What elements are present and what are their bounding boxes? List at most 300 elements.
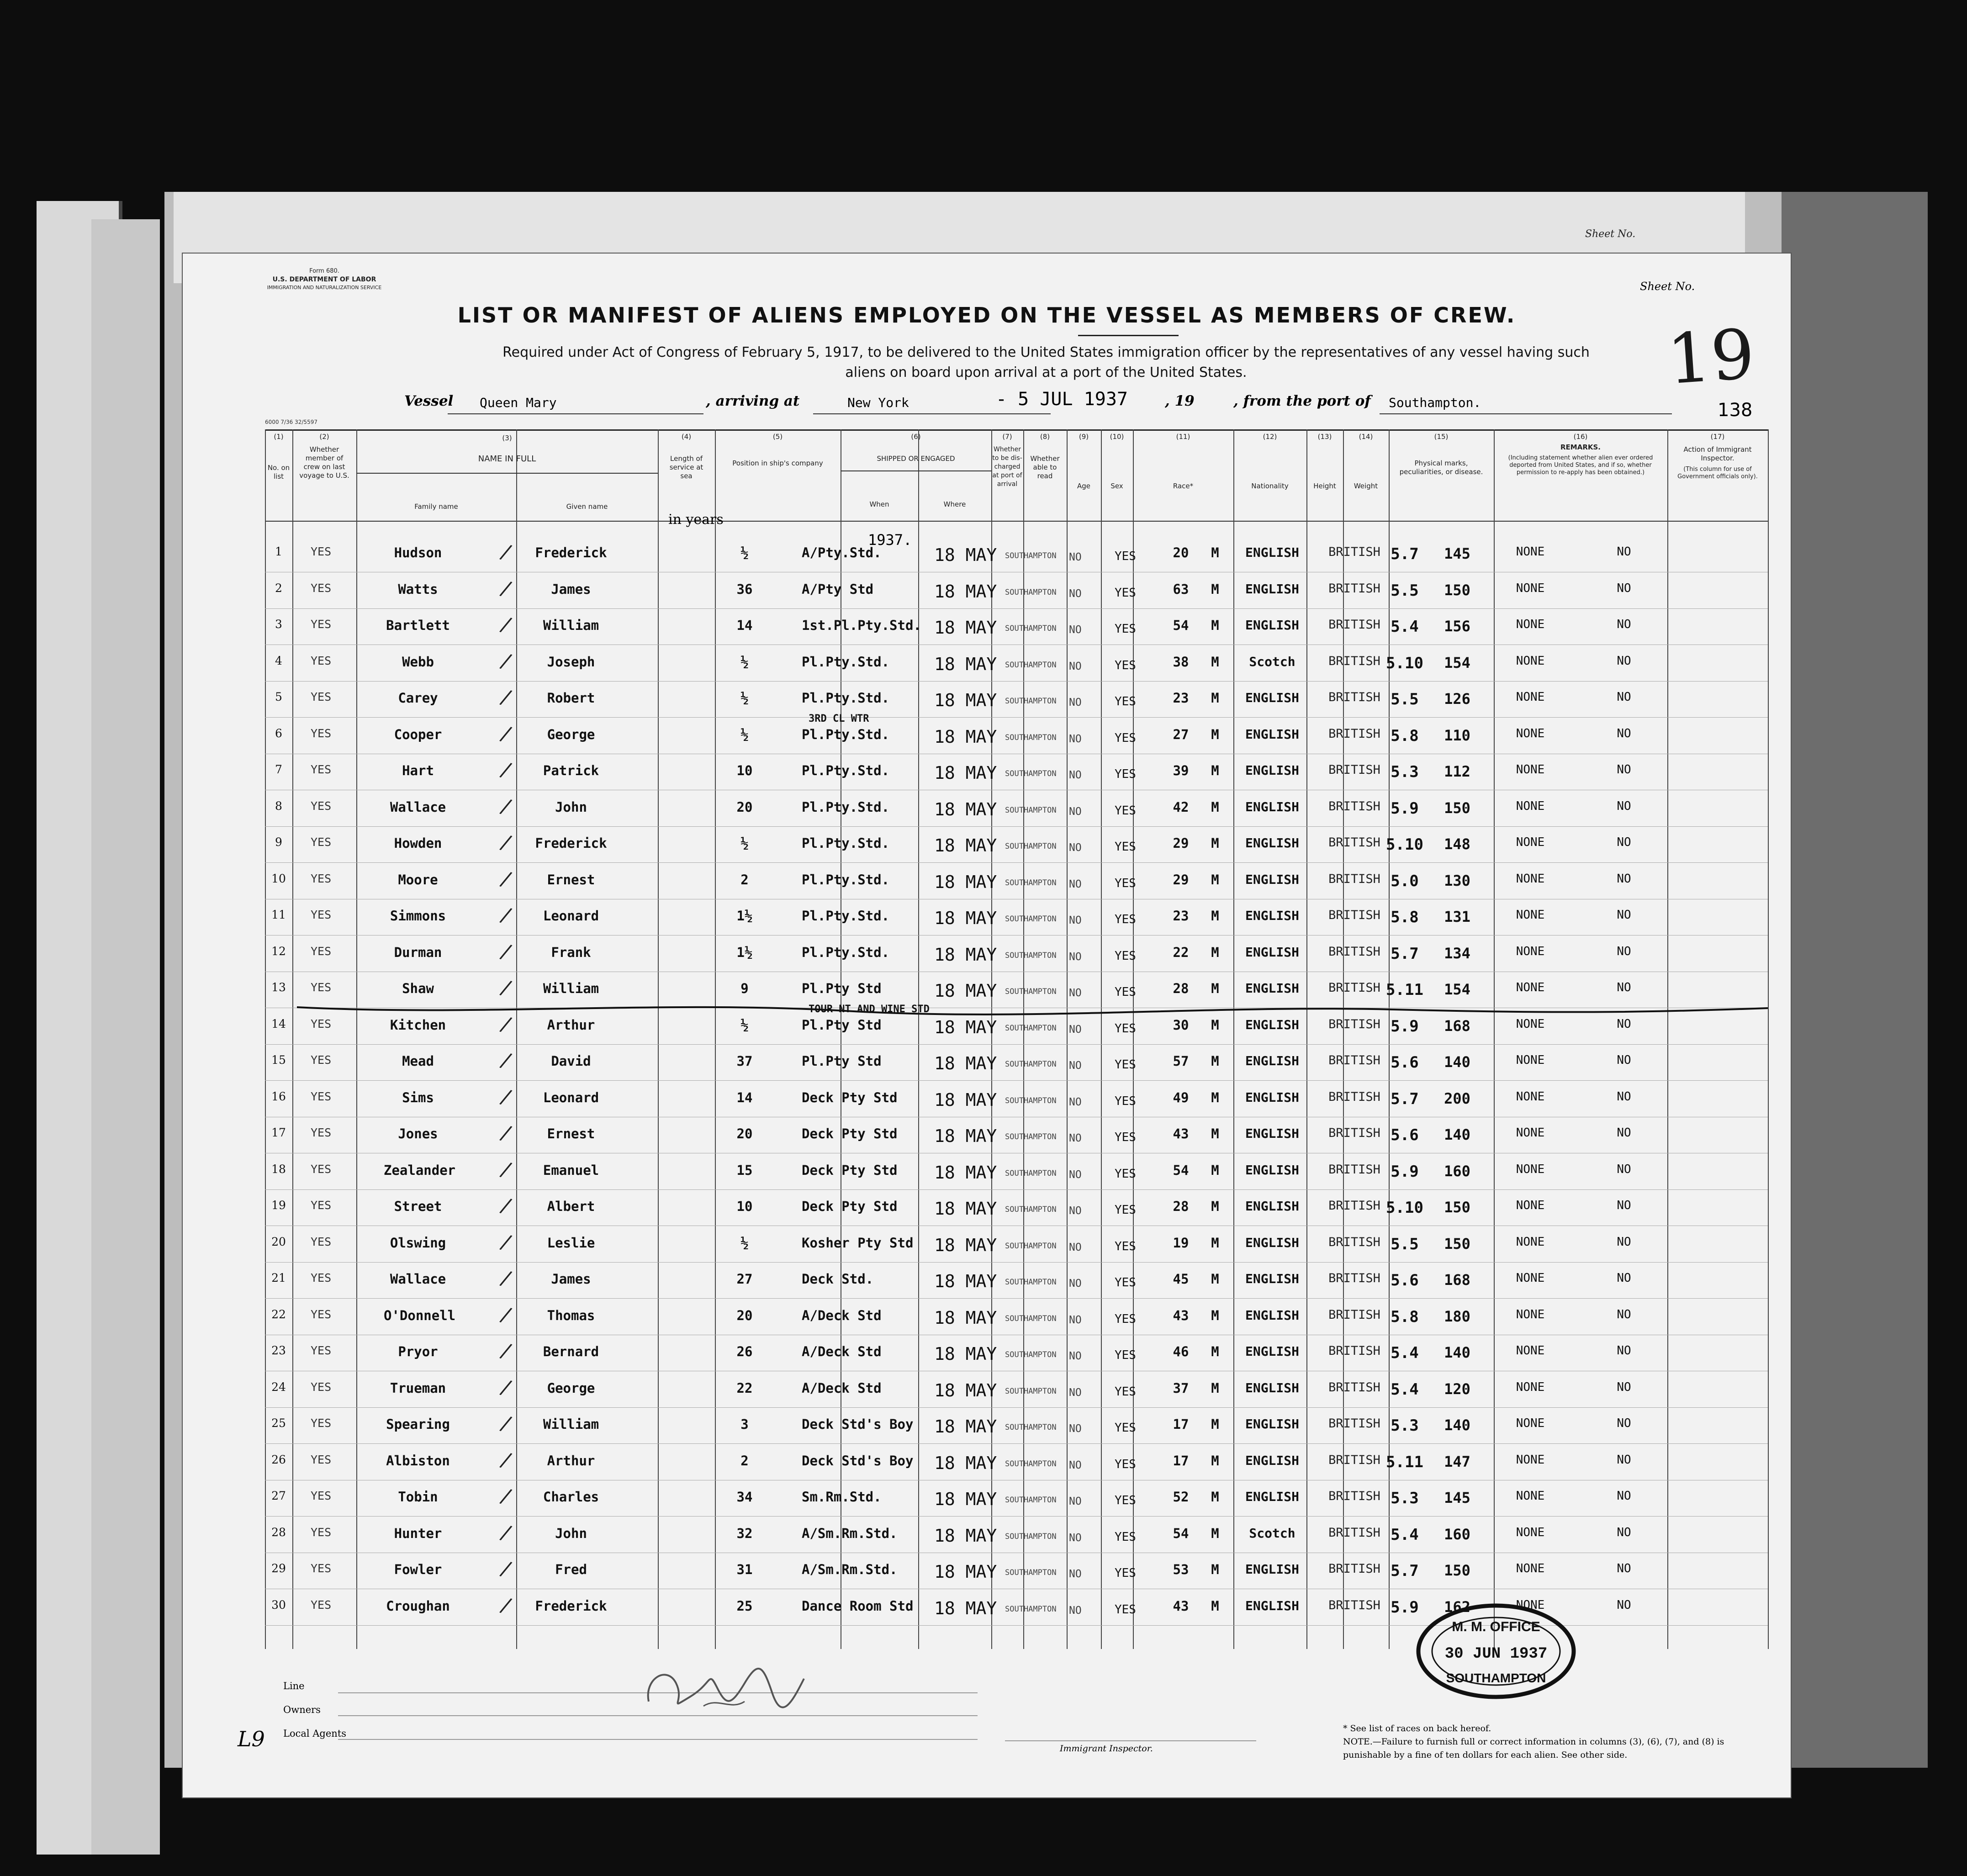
shipped-where: SOUTHAMPTON bbox=[1005, 660, 1057, 670]
office-stamp bbox=[1414, 1601, 1578, 1702]
sex: M bbox=[1211, 1271, 1219, 1287]
height: 5.8 bbox=[1391, 726, 1419, 745]
title-rule bbox=[1078, 335, 1179, 336]
given-name: Leonard bbox=[543, 908, 599, 924]
shipped-where: SOUTHAMPTON bbox=[1005, 1314, 1057, 1323]
col-12-number: (12) bbox=[1263, 433, 1277, 441]
able-to-read: YES bbox=[1115, 949, 1136, 963]
weight: 150 bbox=[1444, 1199, 1470, 1216]
discharged-at-port: NO bbox=[1069, 951, 1082, 963]
service-name: IMMIGRATION AND NATURALIZATION SERVICE bbox=[267, 285, 382, 291]
length-of-service: 9 bbox=[740, 981, 749, 996]
col-5-header: Position in ship's company bbox=[732, 459, 823, 467]
remarks: NO bbox=[1617, 1053, 1631, 1067]
family-name: Hunter bbox=[394, 1525, 442, 1541]
sex: M bbox=[1211, 581, 1219, 597]
page-title: LIST OR MANIFEST OF ALIENS EMPLOYED ON THE VESSEL AS MEMBERS OF CREW. bbox=[457, 303, 1516, 328]
position: Deck Pty Std bbox=[802, 1126, 898, 1141]
nationality: BRITISH bbox=[1328, 799, 1380, 814]
race: ENGLISH bbox=[1245, 1089, 1299, 1105]
family-name: Street bbox=[394, 1199, 442, 1214]
shipped-where: SOUTHAMPTON bbox=[1005, 1350, 1057, 1359]
shipped-when: 18 MAY bbox=[934, 1416, 997, 1437]
age: 54 bbox=[1173, 1162, 1189, 1178]
able-to-read: YES bbox=[1115, 767, 1136, 781]
age: 23 bbox=[1173, 690, 1189, 706]
shipped-where: SOUTHAMPTON bbox=[1005, 914, 1057, 924]
position: Dance Room Std bbox=[802, 1598, 914, 1614]
age: 39 bbox=[1173, 763, 1189, 778]
remarks: NO bbox=[1617, 1271, 1631, 1285]
col-14-header: Weight bbox=[1354, 482, 1378, 490]
family-name: Kitchen bbox=[390, 1017, 446, 1033]
nationality: BRITISH bbox=[1328, 654, 1380, 668]
race: ENGLISH bbox=[1245, 1271, 1299, 1286]
sex: M bbox=[1211, 1598, 1219, 1614]
discharged-at-port: NO bbox=[1069, 987, 1082, 999]
row-number: 26 bbox=[271, 1453, 286, 1466]
row-divider bbox=[265, 862, 1768, 863]
crew-last-voyage: YES bbox=[311, 944, 332, 958]
shipped-when: 18 MAY bbox=[934, 799, 997, 819]
check-mark-icon: / bbox=[498, 575, 514, 601]
shipped-where: SOUTHAMPTON bbox=[1005, 1060, 1057, 1069]
weight: 148 bbox=[1444, 835, 1470, 853]
shipped-year-handwritten: 1937. bbox=[868, 531, 912, 549]
physical-marks: NONE bbox=[1516, 872, 1545, 886]
row-number: 10 bbox=[271, 872, 286, 885]
row-divider bbox=[265, 1080, 1768, 1081]
check-mark-icon: / bbox=[498, 1301, 514, 1327]
discharged-at-port: NO bbox=[1069, 1132, 1082, 1144]
stamp-bottom-text: SOUTHAMPTON bbox=[1446, 1671, 1546, 1685]
height: 5.6 bbox=[1391, 1053, 1419, 1072]
family-name: Spearing bbox=[386, 1416, 450, 1432]
length-of-service: 22 bbox=[736, 1380, 753, 1396]
weight: 150 bbox=[1444, 581, 1470, 599]
check-mark-icon: / bbox=[498, 1156, 514, 1182]
position: Deck Std. bbox=[802, 1271, 874, 1287]
physical-marks: NONE bbox=[1516, 944, 1545, 958]
weight: 145 bbox=[1444, 1489, 1470, 1506]
table-header-rule bbox=[265, 521, 1768, 522]
age: 53 bbox=[1173, 1562, 1189, 1577]
sex: M bbox=[1211, 1126, 1219, 1141]
crew-last-voyage: YES bbox=[311, 1344, 332, 1357]
check-mark-icon: / bbox=[498, 866, 514, 892]
position: Deck Pty Std bbox=[802, 1089, 898, 1105]
crew-last-voyage: YES bbox=[311, 1562, 332, 1575]
height: 5.6 bbox=[1391, 1126, 1419, 1144]
physical-marks: NONE bbox=[1516, 1235, 1545, 1249]
shipped-where: SOUTHAMPTON bbox=[1005, 1568, 1057, 1577]
given-name: Leonard bbox=[543, 1089, 599, 1105]
shipped-when: 18 MAY bbox=[934, 1089, 997, 1110]
discharged-at-port: NO bbox=[1069, 1386, 1082, 1399]
crew-last-voyage: YES bbox=[311, 1271, 332, 1284]
able-to-read: YES bbox=[1115, 1312, 1136, 1326]
age: 46 bbox=[1173, 1344, 1189, 1359]
race: ENGLISH bbox=[1245, 763, 1299, 778]
nationality: BRITISH bbox=[1328, 1380, 1380, 1395]
shipped-when: 18 MAY bbox=[934, 1307, 997, 1328]
physical-marks: NONE bbox=[1516, 799, 1545, 813]
crew-last-voyage: YES bbox=[311, 1235, 332, 1248]
shipped-where: SOUTHAMPTON bbox=[1005, 805, 1057, 815]
shipped-when: 18 MAY bbox=[934, 944, 997, 965]
shipped-where: SOUTHAMPTON bbox=[1005, 878, 1057, 888]
table-row bbox=[265, 713, 1768, 754]
discharged-at-port: NO bbox=[1069, 1568, 1082, 1580]
given-name: Frank bbox=[551, 944, 591, 960]
crew-last-voyage: YES bbox=[311, 799, 332, 813]
race: ENGLISH bbox=[1245, 1453, 1299, 1468]
family-name: Cooper bbox=[394, 726, 442, 742]
shipped-where: SOUTHAMPTON bbox=[1005, 1278, 1057, 1287]
physical-marks: NONE bbox=[1516, 1344, 1545, 1358]
given-name: John bbox=[555, 1525, 587, 1541]
able-to-read: YES bbox=[1115, 1530, 1136, 1544]
sex: M bbox=[1211, 944, 1219, 960]
physical-marks: NONE bbox=[1516, 1199, 1545, 1212]
height: 5.7 bbox=[1391, 1089, 1419, 1108]
row-divider bbox=[265, 1298, 1768, 1299]
weight: 156 bbox=[1444, 618, 1470, 635]
able-to-read: YES bbox=[1115, 913, 1136, 926]
check-mark-icon: / bbox=[498, 1519, 514, 1545]
shipped-when: 18 MAY bbox=[934, 1598, 997, 1618]
remarks: NO bbox=[1617, 1162, 1631, 1176]
given-name: Arthur bbox=[547, 1017, 595, 1033]
family-name: O'Donnell bbox=[384, 1307, 456, 1323]
crew-last-voyage: YES bbox=[311, 1307, 332, 1321]
check-mark-icon: / bbox=[498, 793, 514, 819]
given-name: Robert bbox=[547, 690, 595, 706]
race: ENGLISH bbox=[1245, 1053, 1299, 1068]
sex: M bbox=[1211, 1089, 1219, 1105]
length-of-service: 27 bbox=[736, 1271, 753, 1287]
remarks: NO bbox=[1617, 545, 1631, 559]
race: ENGLISH bbox=[1245, 545, 1299, 560]
able-to-read: YES bbox=[1115, 1167, 1136, 1181]
remarks: NO bbox=[1617, 1017, 1631, 1031]
weight: 168 bbox=[1444, 1017, 1470, 1035]
weight: 110 bbox=[1444, 726, 1470, 744]
family-name: Simmons bbox=[390, 908, 446, 924]
immigrant-inspector-label: Immigrant Inspector. bbox=[1060, 1744, 1153, 1754]
physical-marks: NONE bbox=[1516, 981, 1545, 994]
weight: 154 bbox=[1444, 654, 1470, 671]
shipped-when: 18 MAY bbox=[934, 1126, 997, 1146]
vessel-underline bbox=[448, 413, 703, 414]
race: ENGLISH bbox=[1245, 981, 1299, 996]
given-name: Albert bbox=[547, 1199, 595, 1214]
height: 5.3 bbox=[1391, 1489, 1419, 1507]
shipped-where: SOUTHAMPTON bbox=[1005, 1096, 1057, 1105]
physical-marks: NONE bbox=[1516, 835, 1545, 849]
able-to-read: YES bbox=[1115, 876, 1136, 890]
weight: 140 bbox=[1444, 1126, 1470, 1143]
check-mark-icon: / bbox=[498, 938, 514, 964]
height: 5.9 bbox=[1391, 1017, 1419, 1036]
table-row bbox=[265, 827, 1768, 863]
able-to-read: YES bbox=[1115, 803, 1136, 818]
age: 49 bbox=[1173, 1089, 1189, 1105]
position-handwritten-note: 3RD CL WTR bbox=[809, 713, 869, 724]
inspector-underline bbox=[1005, 1740, 1256, 1741]
check-mark-icon: / bbox=[498, 975, 514, 1000]
crew-last-voyage: YES bbox=[311, 872, 332, 885]
given-name: Thomas bbox=[547, 1307, 595, 1323]
length-of-service: 26 bbox=[736, 1344, 753, 1359]
height: 5.3 bbox=[1391, 1416, 1419, 1435]
length-of-service: 20 bbox=[736, 1126, 753, 1141]
age: 52 bbox=[1173, 1489, 1189, 1505]
col-4-handwritten-units: in years bbox=[668, 512, 724, 528]
shipped-where: SOUTHAMPTON bbox=[1005, 624, 1057, 633]
height: 5.10 bbox=[1386, 654, 1423, 672]
table-row bbox=[265, 1445, 1768, 1480]
table-row bbox=[265, 1154, 1768, 1190]
row-number: 19 bbox=[271, 1199, 286, 1212]
nationality: BRITISH bbox=[1328, 981, 1380, 995]
age: 27 bbox=[1173, 726, 1189, 742]
row-number: 5 bbox=[275, 690, 282, 703]
length-of-service: 14 bbox=[736, 618, 753, 633]
row-number: 8 bbox=[275, 799, 282, 813]
shipped-where: SOUTHAMPTON bbox=[1005, 1386, 1057, 1396]
check-mark-icon: / bbox=[498, 539, 514, 565]
weight: 150 bbox=[1444, 799, 1470, 817]
crew-last-voyage: YES bbox=[311, 908, 332, 921]
table-row bbox=[265, 900, 1768, 935]
col-7-header: Whether to be dis-charged at port of arrival bbox=[992, 446, 1022, 488]
weight: 130 bbox=[1444, 872, 1470, 889]
table-row bbox=[265, 791, 1768, 827]
shipped-when: 18 MAY bbox=[934, 726, 997, 747]
height: 5.4 bbox=[1391, 1344, 1419, 1362]
margin-mark: L9 bbox=[238, 1727, 265, 1751]
age: 17 bbox=[1173, 1416, 1189, 1432]
given-name: Arthur bbox=[547, 1453, 595, 1469]
weight: 131 bbox=[1444, 908, 1470, 925]
age: 29 bbox=[1173, 872, 1189, 888]
race: ENGLISH bbox=[1245, 1416, 1299, 1432]
family-name: Zealander bbox=[384, 1162, 456, 1178]
physical-marks: NONE bbox=[1516, 1017, 1545, 1031]
discharged-at-port: NO bbox=[1069, 624, 1082, 636]
sex: M bbox=[1211, 545, 1219, 560]
check-mark-icon: / bbox=[498, 1483, 514, 1509]
row-number: 23 bbox=[271, 1344, 286, 1357]
col-10-number: (10) bbox=[1110, 433, 1124, 441]
col-13-header: Height bbox=[1313, 482, 1336, 490]
row-number: 18 bbox=[271, 1162, 286, 1176]
family-name: Olswing bbox=[390, 1235, 446, 1251]
crew-last-voyage: YES bbox=[311, 545, 332, 558]
crew-last-voyage: YES bbox=[311, 1089, 332, 1103]
shipped-when: 18 MAY bbox=[934, 1271, 997, 1291]
nationality: BRITISH bbox=[1328, 1089, 1380, 1104]
check-mark-icon: / bbox=[498, 757, 514, 782]
col-1-number: (1) bbox=[274, 433, 284, 441]
vessel-name: Queen Mary bbox=[480, 395, 557, 410]
crew-last-voyage: YES bbox=[311, 1489, 332, 1502]
col-3-number: (3) bbox=[502, 434, 512, 442]
family-name: Pryor bbox=[398, 1344, 438, 1359]
discharged-at-port: NO bbox=[1069, 1423, 1082, 1435]
age: 57 bbox=[1173, 1053, 1189, 1069]
given-name: William bbox=[543, 981, 599, 996]
sex: M bbox=[1211, 908, 1219, 924]
given-name: Frederick bbox=[535, 545, 607, 560]
position: A/Sm.Rm.Std. bbox=[802, 1525, 898, 1541]
height: 5.8 bbox=[1391, 908, 1419, 926]
nationality: BRITISH bbox=[1328, 1453, 1380, 1467]
position: Deck Std's Boy bbox=[802, 1453, 914, 1469]
length-of-service: 15 bbox=[736, 1162, 753, 1178]
col-6-header: SHIPPED OR ENGAGED bbox=[877, 454, 955, 463]
race: Scotch bbox=[1249, 654, 1295, 669]
print-code: 6000 7/36 32/5597 bbox=[265, 419, 317, 425]
race: ENGLISH bbox=[1245, 618, 1299, 633]
row-number: 20 bbox=[271, 1235, 286, 1248]
table-row bbox=[265, 1082, 1768, 1117]
nationality: BRITISH bbox=[1328, 1416, 1380, 1431]
shipped-where: SOUTHAMPTON bbox=[1005, 697, 1057, 706]
position: Pl.Pty.Std. bbox=[802, 908, 890, 924]
weight: 120 bbox=[1444, 1380, 1470, 1398]
height: 5.5 bbox=[1391, 581, 1419, 600]
row-divider bbox=[265, 1189, 1768, 1190]
table-row bbox=[265, 682, 1768, 718]
age: 42 bbox=[1173, 799, 1189, 815]
given-name: David bbox=[551, 1053, 591, 1069]
row-divider bbox=[265, 681, 1768, 682]
physical-marks: NONE bbox=[1516, 1271, 1545, 1285]
col-11-header: Race* bbox=[1173, 482, 1194, 490]
remarks: NO bbox=[1617, 690, 1631, 704]
weight: 200 bbox=[1444, 1089, 1470, 1107]
crew-last-voyage: YES bbox=[311, 981, 332, 994]
shipped-when: 18 MAY bbox=[934, 654, 997, 674]
col-4-header: Length of service at sea bbox=[669, 454, 703, 480]
col-17-number: (17) bbox=[1710, 433, 1725, 441]
crew-last-voyage: YES bbox=[311, 1017, 332, 1030]
col-15-number: (15) bbox=[1434, 433, 1449, 441]
shipped-when: 18 MAY bbox=[934, 1053, 997, 1073]
sex: M bbox=[1211, 799, 1219, 815]
height: 5.9 bbox=[1391, 799, 1419, 818]
shipped-where: SOUTHAMPTON bbox=[1005, 951, 1057, 960]
age: 23 bbox=[1173, 908, 1189, 924]
age: 22 bbox=[1173, 944, 1189, 960]
given-name: Frederick bbox=[535, 1598, 607, 1614]
table-row bbox=[265, 1300, 1768, 1335]
shipped-when: 18 MAY bbox=[934, 1199, 997, 1219]
nationality: BRITISH bbox=[1328, 1598, 1380, 1612]
position: Deck Pty Std bbox=[802, 1162, 898, 1178]
shipped-when: 18 MAY bbox=[934, 872, 997, 892]
age: 43 bbox=[1173, 1598, 1189, 1614]
remarks: NO bbox=[1617, 1562, 1631, 1575]
weight: 140 bbox=[1444, 1053, 1470, 1071]
weight: 150 bbox=[1444, 1562, 1470, 1579]
shipped-when: 18 MAY bbox=[934, 1489, 997, 1509]
table-row bbox=[265, 1190, 1768, 1226]
physical-marks: NONE bbox=[1516, 690, 1545, 704]
position: Sm.Rm.Std. bbox=[802, 1489, 882, 1505]
length-of-service: 1½ bbox=[736, 944, 753, 960]
sex: M bbox=[1211, 1017, 1219, 1033]
age: 28 bbox=[1173, 981, 1189, 996]
length-of-service: 10 bbox=[736, 1199, 753, 1214]
sex: M bbox=[1211, 1307, 1219, 1323]
row-number: 22 bbox=[271, 1307, 286, 1321]
check-mark-icon: / bbox=[498, 1083, 514, 1110]
age: 54 bbox=[1173, 618, 1189, 633]
shipped-when: 18 MAY bbox=[934, 835, 997, 856]
able-to-read: YES bbox=[1115, 550, 1136, 563]
form-info-block bbox=[265, 267, 384, 292]
family-name: Webb bbox=[402, 654, 434, 670]
height: 5.6 bbox=[1391, 1271, 1419, 1289]
discharged-at-port: NO bbox=[1069, 805, 1082, 818]
shipped-where: SOUTHAMPTON bbox=[1005, 587, 1057, 597]
discharged-at-port: NO bbox=[1069, 1278, 1082, 1289]
row-number: 11 bbox=[271, 908, 286, 921]
weight: 168 bbox=[1444, 1271, 1470, 1289]
col-7-number: (7) bbox=[1002, 433, 1012, 441]
height: 5.11 bbox=[1386, 1453, 1423, 1471]
arriving-port: New York bbox=[847, 395, 909, 410]
table-row bbox=[265, 1481, 1768, 1517]
physical-marks: NONE bbox=[1516, 654, 1545, 668]
inspector-signature bbox=[640, 1651, 822, 1720]
height: 5.5 bbox=[1391, 1235, 1419, 1253]
position: Pl.Pty.Std. bbox=[802, 835, 890, 851]
given-name: William bbox=[543, 1416, 599, 1432]
able-to-read: YES bbox=[1115, 1021, 1136, 1036]
page-number: 138 bbox=[1718, 400, 1753, 421]
length-of-service: 10 bbox=[736, 763, 753, 778]
sex: M bbox=[1211, 654, 1219, 670]
col-9-number: (9) bbox=[1079, 433, 1089, 441]
remarks: NO bbox=[1617, 1235, 1631, 1249]
family-name: Carey bbox=[398, 690, 438, 706]
family-name: Shaw bbox=[402, 981, 434, 996]
nationality: BRITISH bbox=[1328, 1344, 1380, 1358]
length-of-service: 20 bbox=[736, 1307, 753, 1323]
row-number: 25 bbox=[271, 1416, 286, 1430]
crew-last-voyage: YES bbox=[311, 581, 332, 595]
crew-last-voyage: YES bbox=[311, 618, 332, 631]
sex: M bbox=[1211, 1199, 1219, 1214]
given-name: George bbox=[547, 726, 595, 742]
race: ENGLISH bbox=[1245, 1380, 1299, 1395]
position: Pl.Pty.Std. bbox=[802, 690, 890, 706]
nationality: BRITISH bbox=[1328, 690, 1380, 704]
shipped-where: SOUTHAMPTON bbox=[1005, 1132, 1057, 1141]
col-4-number: (4) bbox=[681, 433, 692, 441]
position: A/Pty Std bbox=[802, 581, 874, 597]
able-to-read: YES bbox=[1115, 586, 1136, 600]
nationality: BRITISH bbox=[1328, 1199, 1380, 1213]
sex: M bbox=[1211, 981, 1219, 996]
remarks: NO bbox=[1617, 763, 1631, 777]
position: Deck Std's Boy bbox=[802, 1416, 914, 1432]
race: ENGLISH bbox=[1245, 690, 1299, 705]
